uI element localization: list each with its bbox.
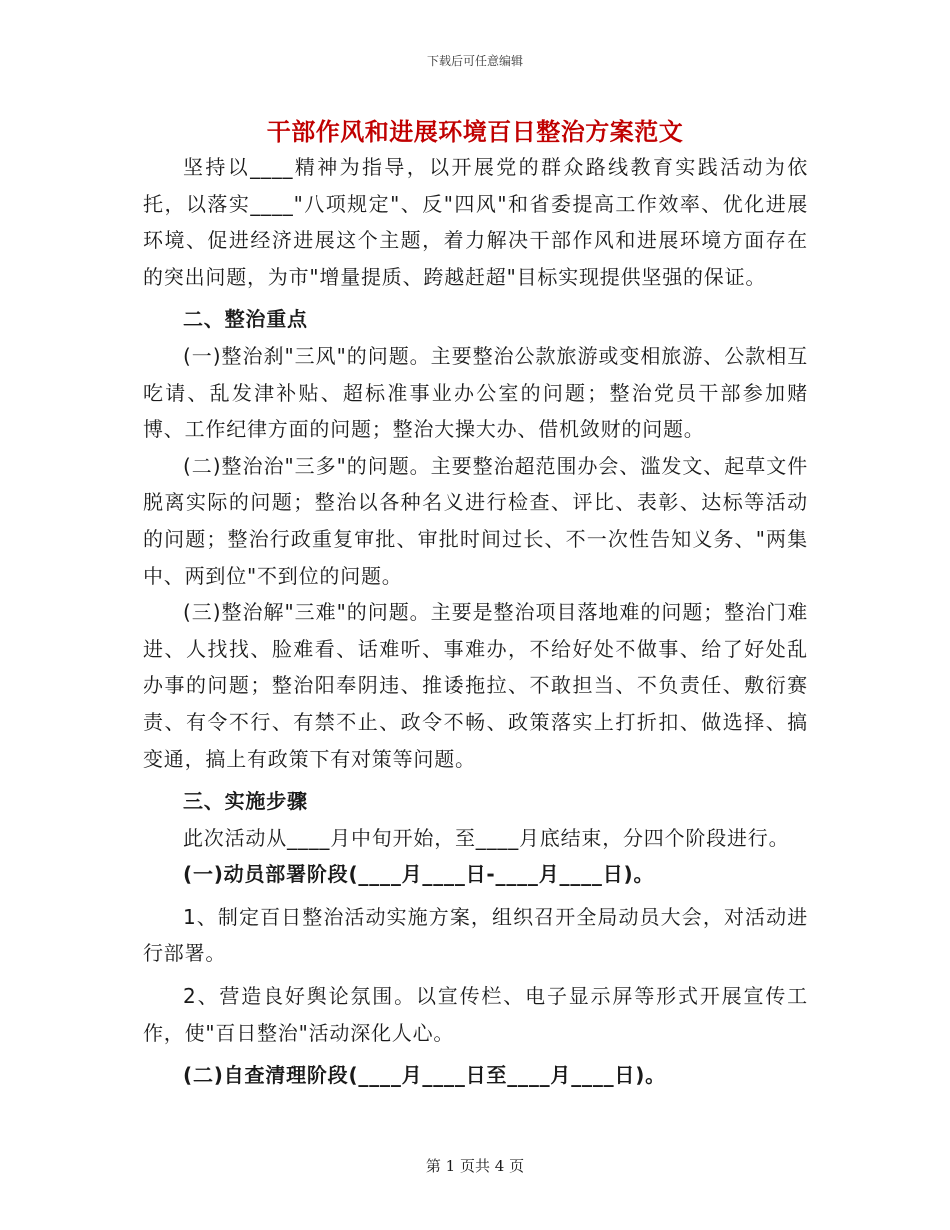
focus-item-3: (三)整治解"三难"的问题。主要是整治项目落地难的问题；整治门难进、人找找、脸难看、话难听、事难办，不给好处不做事、给了好处乱办事的问题；整治阳奉阴违、推诿拖拉、不敢担当、不负责任、敷衍赛责、有令不行、有禁不止、政令不畅、政策落实上打折扣、做选择、搞变通，搞上有政策下有对策等问题。 (143, 600, 808, 771)
phase-2-heading: (二)自查清理阶段(____月____日至____月____日)。 (183, 1063, 666, 1088)
phase-1-heading: (一)动员部署阶段(____月____日-____月____日)。 (183, 862, 655, 887)
intro-paragraph: 坚持以____精神为指导，以开展党的群众路线教育实践活动为依托，以落实____"八项规定"、反"四风"和省委提高工作效率、优化进展环境、促进经济进展这个主题，着力解决干部作风和进展环境方面存在的突出问题，为市"增量提质、跨越赶超"目标实现提供坚强的保证。 (143, 155, 808, 289)
page-footer-number: 第 1 页共 4 页 (425, 1157, 525, 1175)
schedule-paragraph: 此次活动从____月中旬开始，至____月底结束，分四个阶段进行。 (183, 825, 790, 850)
step-1-paragraph: 1、制定百日整治活动实施方案，组织召开全局动员大会，对活动进行部署。 (143, 904, 808, 966)
step-2-paragraph: 2、营造良好舆论氛围。以宣传栏、电子显示屏等形式开展宣传工作，使"百日整治"活动深化人心。 (143, 984, 808, 1045)
section-heading-focus: 二、整治重点 (183, 307, 308, 332)
document-title: 干部作风和进展环境百日整治方案范文 (266, 118, 684, 146)
focus-item-2: (二)整治治"三多"的问题。主要整治超范围办会、滥发文、起草文件脱离实际的问题；整治以各种名义进行检查、评比、表彰、达标等活动的问题；整治行政重复审批、审批时间过长、不一次性告知义务、"两集中、两到位"不到位的问题。 (143, 453, 808, 588)
document-body (143, 149, 808, 1094)
page-header-note: 下载后可任意编辑 (426, 54, 523, 68)
focus-item-1: (一)整治刹"三风"的问题。主要整治公款旅游或变相旅游、公款相互吃请、乱发津补贴、超标准事业办公室的问题；整治党员干部参加赌博、工作纪律方面的问题；整治大操大办、借机敛财的问题。 (143, 343, 808, 442)
section-heading-steps: 三、实施步骤 (183, 789, 308, 814)
